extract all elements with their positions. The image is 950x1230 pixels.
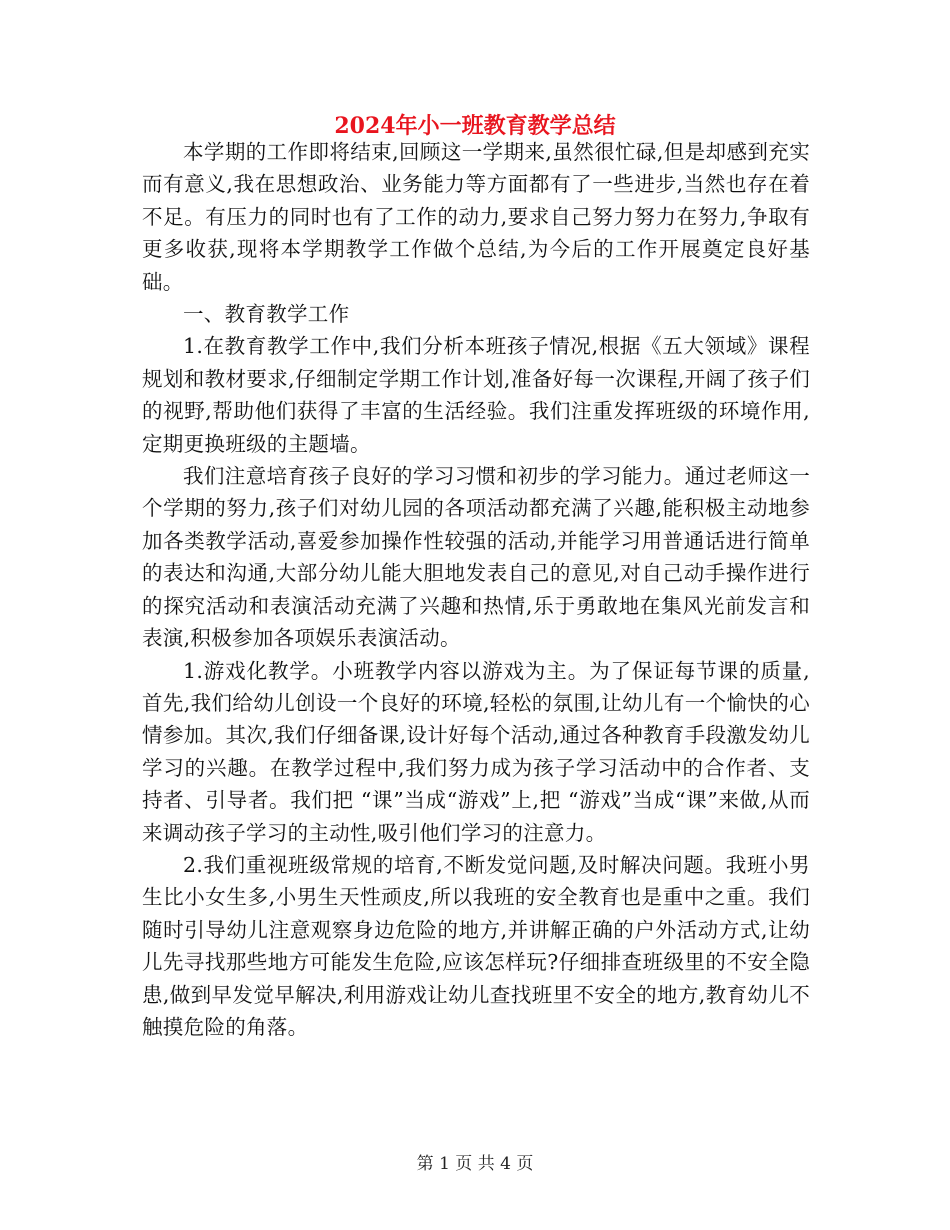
paragraph-intro: 本学期的工作即将结束,回顾这一学期来,虽然很忙碌,但是却感到充实而有意义,我在思想政治、业务能力等方面都有了一些进步,当然也存在着不足。有压力的同时也有了工作的动力,要求自己努力努力在努力,争取有更多收获,现将本学期教学工作做个总结,为今后的工作开展奠定良好基础。 [142,140,810,294]
paragraph-curriculum: 1.在教育教学工作中,我们分析本班孩子情况,根据《五大领域》课程规划和教材要求,仔细制定学期工作计划,准备好每一次课程,开阔了孩子们的视野,帮助他们获得了丰富的生活经验。我们注重发挥班级的环境作用,定期更换班级的主题墙。 [142,334,810,456]
section-heading: 一、教育教学工作 [183,302,350,327]
paragraph-game-teaching: 1.游戏化教学。小班教学内容以游戏为主。为了保证每节课的质量,首先,我们给幼儿创设一个良好的环境,轻松的氛围,让幼儿有一个愉快的心情参加。其次,我们仔细备课,设计好每个活动,通过各种教育手段激发幼儿学习的兴趣。在教学过程中,我们努力成为孩子学习活动中的合作者、支持者、引导者。我们把 “课”当成“游戏”上,把 “游戏”当成“课”来做,从而来调动孩子学习的主动性,吸引他们学习的注意力。 [142,658,810,845]
paragraph-class-routine: 2.我们重视班级常规的培育,不断发觉问题,及时解决问题。我班小男生比小女生多,小男生天性顽皮,所以我班的安全教育也是重中之重。我们随时引导幼儿注意观察身边危险的地方,并讲解正确的户外活动方式,让幼儿先寻找那些地方可能发生危险,应该怎样玩?仔细排查班级里的不安全隐患,做到早发觉早解决,利用游戏让幼儿查找班里不安全的地方,教育幼儿不触摸危险的角落。 [142,852,810,1039]
page-footer: 第 1 页 共 4 页 [416,1154,534,1174]
document-body [142,136,810,1043]
document-title: 2024年小一班教育教学总结 [334,113,616,139]
paragraph-learning-habits: 我们注意培育孩子良好的学习习惯和初步的学习能力。通过老师这一个学期的努力,孩子们对幼儿园的各项活动都充满了兴趣,能积极主动地参加各类教学活动,喜爱参加操作性较强的活动,并能学习用普通话进行简单的表达和沟通,大部分幼儿能大胆地发表自己的意见,对自己动手操作进行的探究活动和表演活动充满了兴趣和热情,乐于勇敢地在集风光前发言和表演,积极参加各项娱乐表演活动。 [142,464,810,651]
